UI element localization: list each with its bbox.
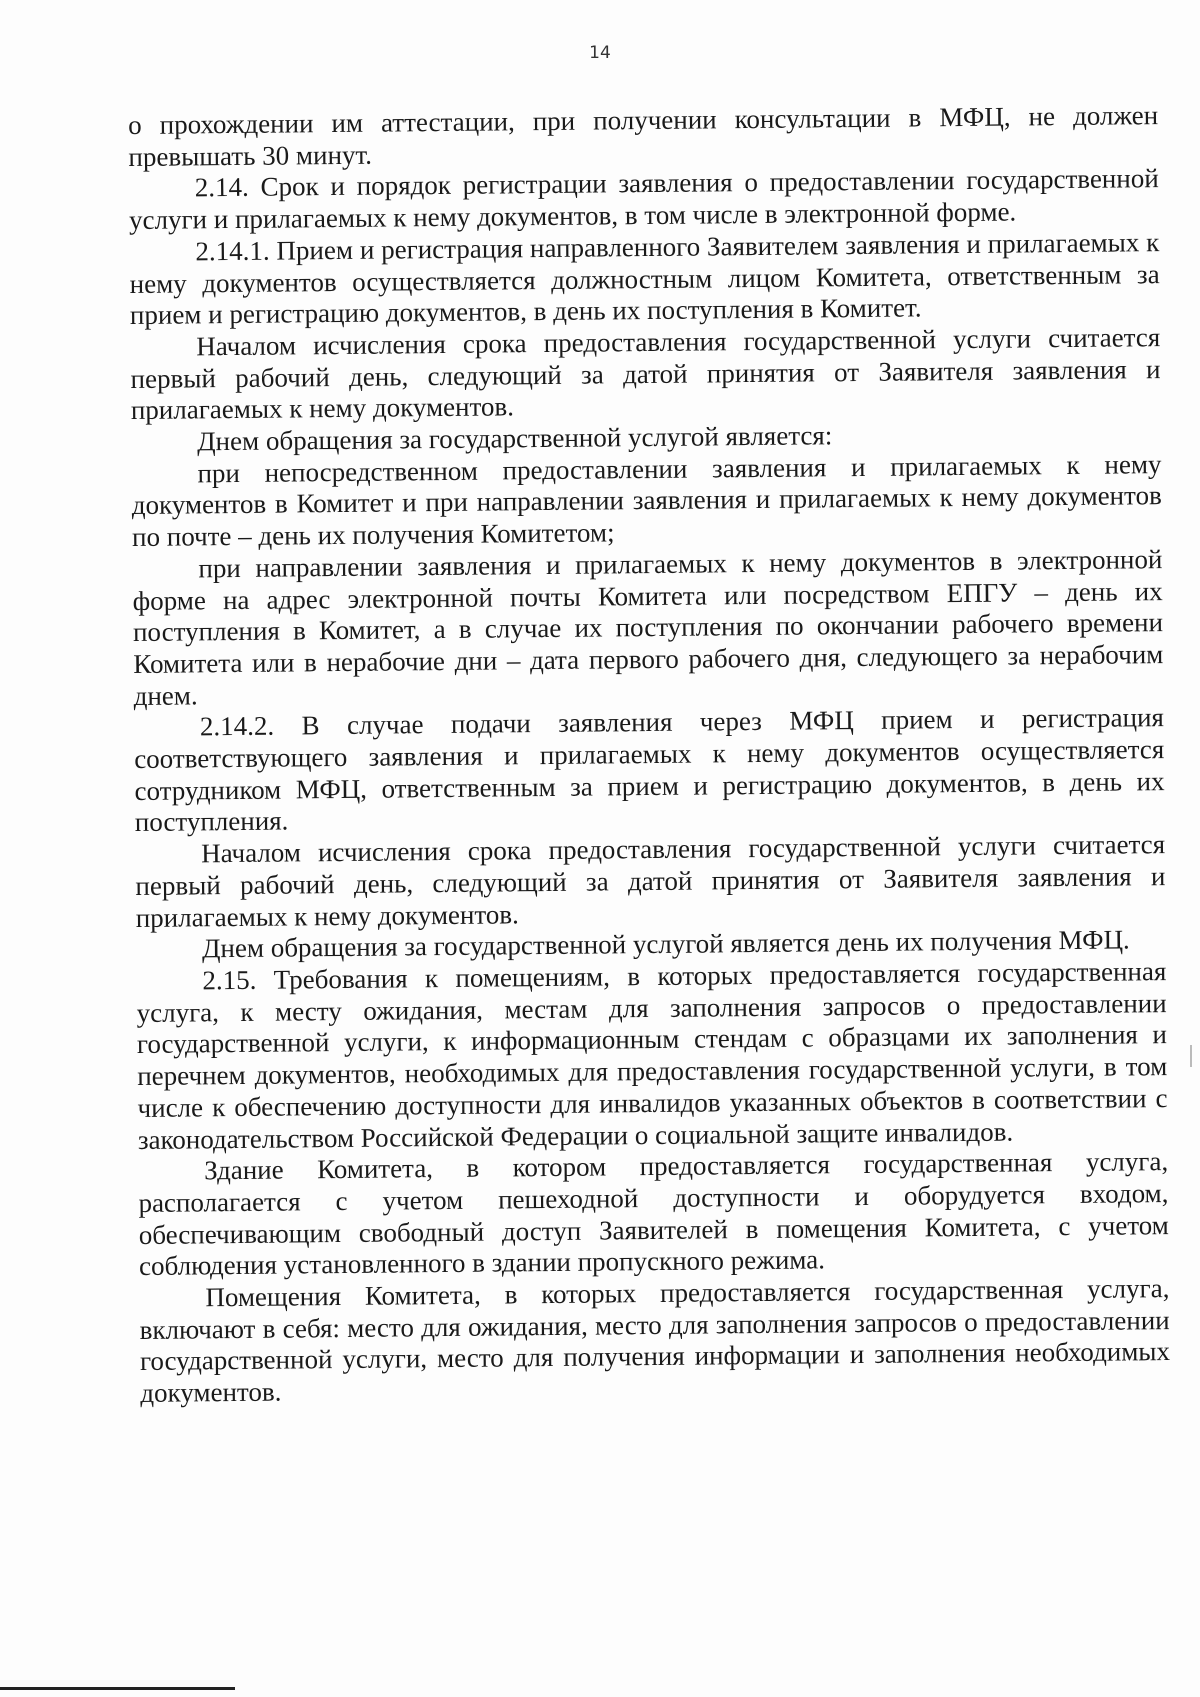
paragraph-premises: Помещения Комитета, в которых предоставляется государственная услуга, включают в себя: место для ожидания, место для заполнения запросов о предоставлении государственной услуги, место для получения информации и заполнения необходимых документов.	[139, 1273, 1171, 1409]
footnote-rule	[0, 1687, 235, 1690]
paragraph-section-2-14-2: 2.14.2. В случае подачи заявления через МФЦ прием и регистрация соответствующего заявления и прилагаемых к нему документов осуществляется сотрудником МФЦ, ответственным за прием и регистрацию документов, в день их поступления.	[134, 702, 1165, 838]
paragraph-section-2-15: 2.15. Требования к помещениям, в которых предоставляется государственная услуга, к месту ожидания, местам для заполнения запросов о предоставлении государственной услуги, к информационным стендам с образцами их заполнения и перечнем документов, необходимых для предоставления государственной услуги, в том числе к обеспечению доступности для инвалидов указанных объектов в соответствии с законодательством Российской Федерации о социальной защите инвалидов.	[136, 956, 1168, 1155]
paragraph-direct-submission: при непосредственном предоставлении заявления и прилагаемых к нему документов в Комитет и при направлении заявления и прилагаемых к нему документов по почте – день их получения Комитетом;	[131, 448, 1162, 553]
paragraph-section-2-14: 2.14. Срок и порядок регистрации заявления о предоставлении государственной услуги и прилагаемых к нему документов, в том числе в электронной форме.	[128, 163, 1159, 236]
paragraph-section-2-14-1: 2.14.1. Прием и регистрация направленного Заявителем заявления и прилагаемых к нему документов осуществляется должностным лицом Комитета, ответственным за прием и регистрацию документов, в день их поступления в Комитет.	[129, 226, 1160, 331]
paragraph-building: Здание Комитета, в котором предоставляется государственная услуга, располагается с учетом пешеходной доступности и оборудуется входом, обеспечивающим свободный доступ Заявителей в помещения Комитета, с учетом соблюдения установленного в здании пропускного режима.	[138, 1146, 1169, 1282]
paragraph-term-start: Началом исчисления срока предоставления государственной услуги считается первый рабочий день, следующий за датой принятия от Заявителя заявления и прилагаемых к нему документов.	[130, 322, 1161, 426]
document-body	[128, 100, 1170, 1410]
page-number: 14	[589, 43, 611, 63]
paragraph-continuation: о прохождении им аттестации, при получении консультации в МФЦ, не должен превышать 30 минут.	[128, 100, 1159, 172]
scan-mark	[1190, 1045, 1192, 1067]
paragraph-electronic-submission: при направлении заявления и прилагаемых к нему документов в электронной форме на адрес электронной почты Комитета или посредством ЕПГУ – день их поступления в Комитет, а в случае их поступления по окончании рабочего времени Комитета или в нерабочие дни – дата первого рабочего дня, следующего за нерабочим днем.	[132, 543, 1164, 711]
paragraph-term-start-mfc: Началом исчисления срока предоставления государственной услуги считается первый рабочий день, следующий за датой принятия от Заявителя заявления и прилагаемых к нему документов.	[135, 829, 1166, 933]
paragraph-application-day-mfc: Днем обращения за государственной услугой является день их получения МФЦ.	[201, 924, 1130, 964]
paragraph-application-day: Днем обращения за государственной услугой является:	[197, 420, 833, 457]
